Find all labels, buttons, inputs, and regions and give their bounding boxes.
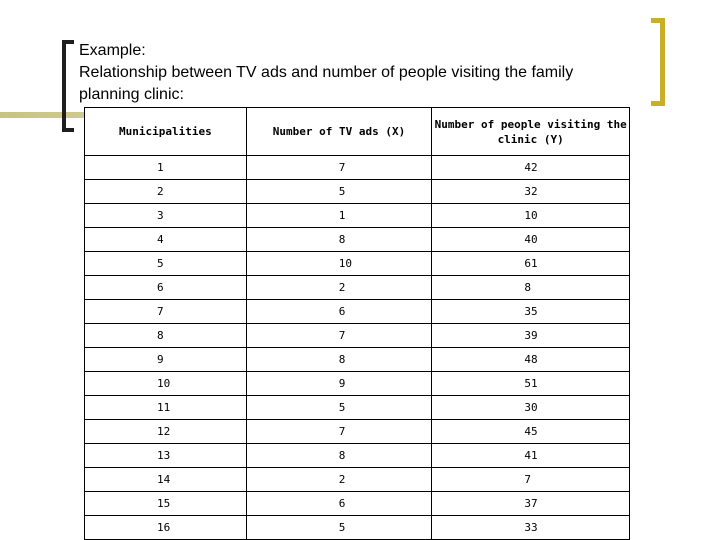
table-row bbox=[85, 276, 630, 300]
cell-municipality: 9 bbox=[85, 348, 247, 372]
table-row bbox=[85, 492, 630, 516]
cell-municipality: 10 bbox=[85, 372, 247, 396]
cell-tv-ads: 7 bbox=[246, 420, 432, 444]
cell-municipality: 13 bbox=[85, 444, 247, 468]
cell-municipality: 5 bbox=[85, 252, 247, 276]
cell-clinic-visitors: 41 bbox=[432, 444, 630, 468]
cell-municipality: 12 bbox=[85, 420, 247, 444]
table-header-row bbox=[85, 108, 630, 156]
cell-municipality: 16 bbox=[85, 516, 247, 540]
cell-clinic-visitors: 42 bbox=[432, 156, 630, 180]
cell-tv-ads: 6 bbox=[246, 300, 432, 324]
cell-clinic-visitors: 61 bbox=[432, 252, 630, 276]
cell-municipality: 2 bbox=[85, 180, 247, 204]
cell-municipality: 14 bbox=[85, 468, 247, 492]
title-line: Relationship between TV ads and number of people visiting the family bbox=[79, 64, 574, 81]
cell-tv-ads: 5 bbox=[246, 396, 432, 420]
table-row bbox=[85, 516, 630, 540]
cell-municipality: 1 bbox=[85, 156, 247, 180]
table-row bbox=[85, 396, 630, 420]
header-municipalities: Municipalities bbox=[85, 108, 247, 156]
cell-clinic-visitors: 30 bbox=[432, 396, 630, 420]
cell-clinic-visitors: 45 bbox=[432, 420, 630, 444]
cell-tv-ads: 1 bbox=[246, 204, 432, 228]
table-row bbox=[85, 228, 630, 252]
table-row bbox=[85, 156, 630, 180]
cell-municipality: 15 bbox=[85, 492, 247, 516]
cell-tv-ads: 8 bbox=[246, 444, 432, 468]
slide-title bbox=[79, 40, 659, 106]
table-row bbox=[85, 252, 630, 276]
cell-tv-ads: 9 bbox=[246, 372, 432, 396]
cell-clinic-visitors: 39 bbox=[432, 324, 630, 348]
cell-clinic-visitors: 8 bbox=[432, 276, 630, 300]
cell-tv-ads: 2 bbox=[246, 276, 432, 300]
cell-tv-ads: 5 bbox=[246, 180, 432, 204]
cell-municipality: 11 bbox=[85, 396, 247, 420]
cell-clinic-visitors: 35 bbox=[432, 300, 630, 324]
table-row bbox=[85, 300, 630, 324]
cell-tv-ads: 2 bbox=[246, 468, 432, 492]
left-bracket-decoration bbox=[62, 40, 74, 132]
cell-clinic-visitors: 51 bbox=[432, 372, 630, 396]
cell-municipality: 7 bbox=[85, 300, 247, 324]
cell-clinic-visitors: 10 bbox=[432, 204, 630, 228]
cell-tv-ads: 5 bbox=[246, 516, 432, 540]
cell-municipality: 4 bbox=[85, 228, 247, 252]
title-line: Example: bbox=[79, 42, 146, 59]
cell-tv-ads: 10 bbox=[246, 252, 432, 276]
table-row bbox=[85, 372, 630, 396]
table-row bbox=[85, 204, 630, 228]
table-row bbox=[85, 180, 630, 204]
cell-clinic-visitors: 48 bbox=[432, 348, 630, 372]
header-clinic-visitors: Number of people visiting the clinic (Y) bbox=[432, 108, 630, 156]
cell-clinic-visitors: 37 bbox=[432, 492, 630, 516]
cell-clinic-visitors: 32 bbox=[432, 180, 630, 204]
table-row bbox=[85, 420, 630, 444]
table-row bbox=[85, 348, 630, 372]
table-body bbox=[85, 156, 630, 540]
cell-municipality: 8 bbox=[85, 324, 247, 348]
cell-tv-ads: 6 bbox=[246, 492, 432, 516]
table-row bbox=[85, 444, 630, 468]
cell-tv-ads: 7 bbox=[246, 156, 432, 180]
table-row bbox=[85, 468, 630, 492]
cell-tv-ads: 8 bbox=[246, 348, 432, 372]
cell-municipality: 6 bbox=[85, 276, 247, 300]
cell-clinic-visitors: 40 bbox=[432, 228, 630, 252]
cell-clinic-visitors: 33 bbox=[432, 516, 630, 540]
data-table bbox=[84, 107, 630, 540]
cell-clinic-visitors: 7 bbox=[432, 468, 630, 492]
cell-tv-ads: 8 bbox=[246, 228, 432, 252]
cell-municipality: 3 bbox=[85, 204, 247, 228]
title-line: planning clinic: bbox=[79, 86, 184, 103]
cell-tv-ads: 7 bbox=[246, 324, 432, 348]
header-tv-ads: Number of TV ads (X) bbox=[246, 108, 432, 156]
table-row bbox=[85, 324, 630, 348]
